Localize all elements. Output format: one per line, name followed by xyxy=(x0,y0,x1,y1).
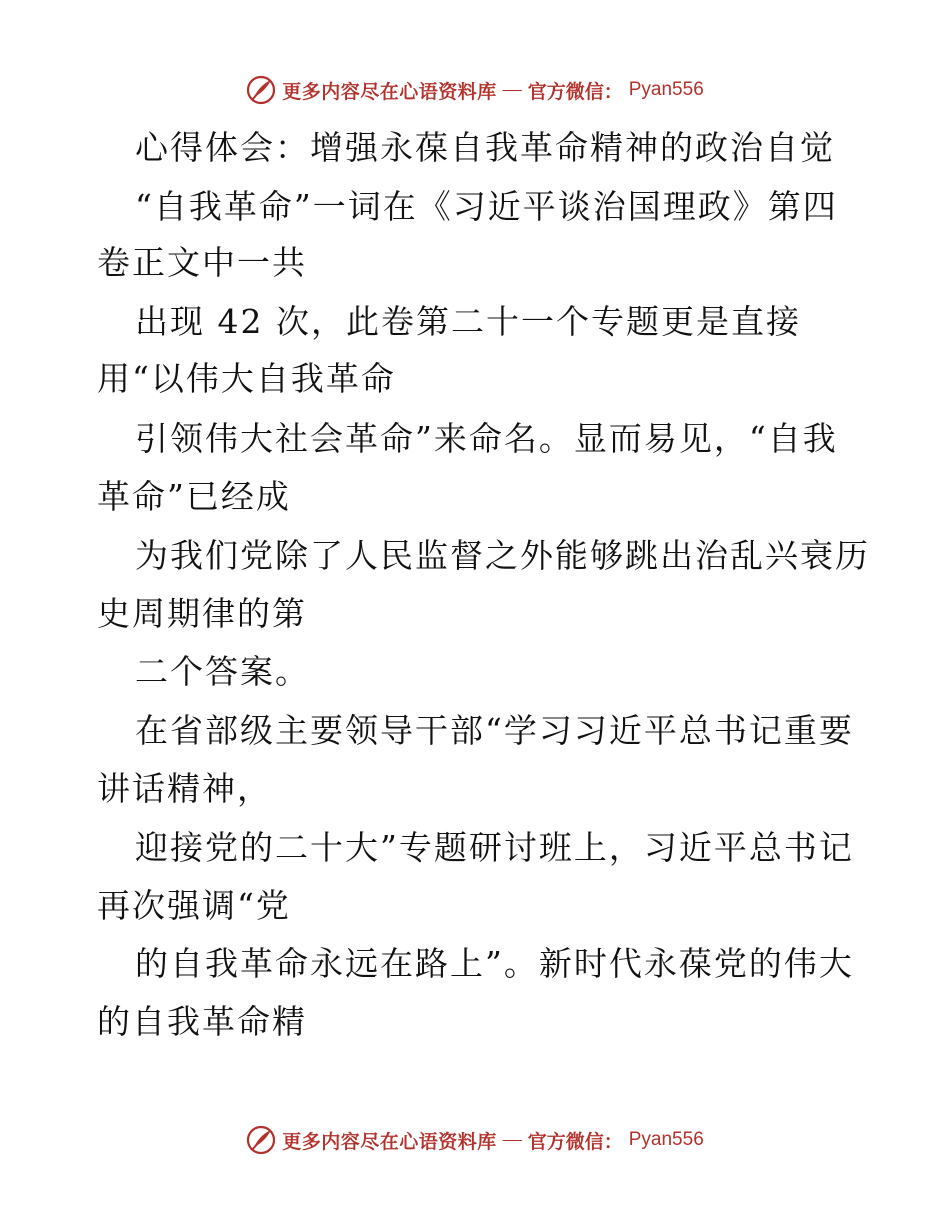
feather-quill-icon xyxy=(246,1125,276,1155)
footer-banner xyxy=(0,1120,950,1160)
banner-site-text: 更多内容尽在心语资料库 xyxy=(282,1130,497,1153)
banner-site-text: 更多内容尽在心语资料库 xyxy=(282,80,497,103)
body-line: 史周期律的第 xyxy=(97,594,307,633)
body-line: “自我革命”一词在《习近平谈治国理政》第四 xyxy=(135,187,838,226)
body-line: 出现 42 次，此卷第二十一个专题更是直接 xyxy=(135,302,801,341)
body-line: 迎接党的二十大”专题研讨班上，习近平总书记 xyxy=(135,828,854,867)
banner-dash: — xyxy=(502,79,522,100)
body-line: 卷正文中一共 xyxy=(97,243,307,282)
body-line: 革命”已经成 xyxy=(97,477,291,516)
banner-wechat-id: Pyan556 xyxy=(628,79,704,100)
body-line: 再次强调“党 xyxy=(97,886,291,925)
body-line: 的自我革命精 xyxy=(97,1002,307,1041)
body-line: 为我们党除了人民监督之外能够跳出治乱兴衰历 xyxy=(135,536,870,575)
body-line: 用“以伟大自我革命 xyxy=(97,359,396,398)
banner-dash: — xyxy=(502,1129,522,1150)
body-line: 二个答案。 xyxy=(135,652,310,691)
banner-wechat-id: Pyan556 xyxy=(628,1129,704,1150)
body-line: 引领伟大社会革命”来命名。显而易见，“自我 xyxy=(135,419,838,458)
document-title: 心得体会：增强永葆自我革命精神的政治自觉 xyxy=(135,128,835,167)
body-line: 讲话精神， xyxy=(97,769,272,808)
body-line: 在省部级主要领导干部“学习习近平总书记重要 xyxy=(135,711,854,750)
body-line: 的自我革命永远在路上”。新时代永葆党的伟大 xyxy=(135,944,854,983)
feather-quill-icon xyxy=(246,75,276,105)
banner-wechat-label: 官方微信： xyxy=(527,80,623,103)
header-banner xyxy=(0,70,950,110)
banner-wechat-label: 官方微信： xyxy=(527,1130,623,1153)
